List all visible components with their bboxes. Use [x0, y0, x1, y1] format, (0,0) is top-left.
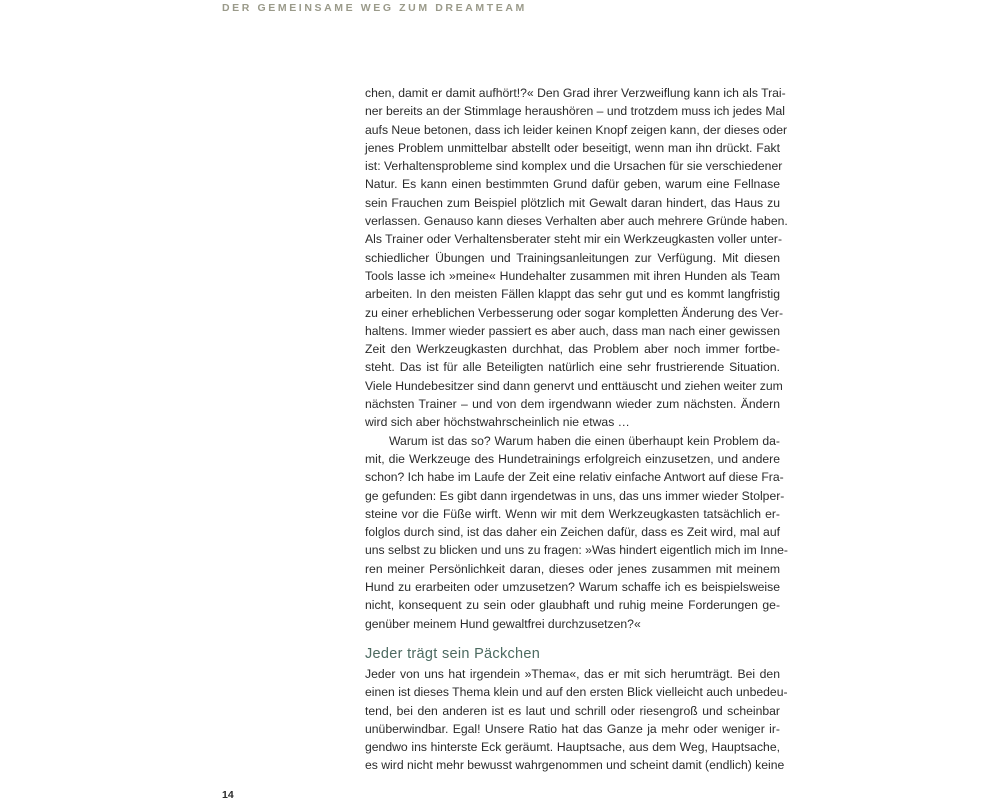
paragraph-1 [365, 84, 788, 432]
text-line: gendwo ins hinterste Eck geräumt. Hauptsache, aus dem Weg, Hauptsache, [365, 740, 780, 755]
text-line: unüberwindbar. Egal! Unsere Ratio hat das Ganze ja mehr oder weniger ir- [365, 721, 780, 736]
text-line: ren meiner Persönlichkeit daran, dieses oder jenes zusammen mit meinem [365, 561, 780, 576]
text-line: Hund zu erarbeiten oder umzusetzen? Warum schaffe ich es beispielsweise [365, 580, 780, 595]
text-line: uns selbst zu blicken und uns zu fragen: »Was hindert eigentlich mich im Inne- [365, 543, 788, 558]
text-line: steht. Das ist für alle Beteiligten natürlich eine sehr frustrierende Situation. [365, 360, 780, 375]
text-line: mit, die Werkzeuge des Hundetrainings erfolgreich einzusetzen, und andere [365, 451, 780, 466]
text-line: jenes Problem unmittelbar abstellt oder beseitigt, wenn man ihn drückt. Fakt [365, 140, 780, 155]
text-line: chen, damit er damit aufhört!?« Den Grad ihrer Verzweiflung kann ich als Trai- [365, 86, 786, 100]
page-number: 14 [222, 789, 234, 801]
text-line: einen ist dieses Thema klein und auf den ersten Blick vielleicht auch unbedeu- [365, 685, 788, 700]
paragraph-2 [365, 432, 788, 633]
text-line: schiedlicher Übungen und Trainingsanleitungen zur Verfügung. Mit diesen [365, 250, 780, 265]
text-line: wird sich aber höchstwahrscheinlich nie etwas … [365, 415, 630, 430]
text-line: zu einer erheblichen Verbesserung oder sogar kompletten Änderung des Ver- [365, 305, 784, 320]
text-line: nicht, konsequent zu sein oder glaubhaft und ruhig meine Forderungen ge- [365, 598, 780, 613]
text-line: Zeit den Werkzeugkasten durchhat, das Problem aber noch immer fortbe- [365, 342, 780, 357]
text-line: tend, bei den anderen ist es laut und schrill oder riesengroß und scheinbar [365, 703, 780, 718]
paragraph-3 [365, 665, 788, 775]
text-line: schon? Ich habe im Laufe der Zeit eine relativ einfache Antwort auf diese Fra- [365, 470, 784, 485]
text-line: aufs Neue betonen, dass ich leider keinen Knopf zeigen kann, der dieses oder [365, 122, 788, 137]
text-line: Viele Hundebesitzer sind dann genervt und enttäuscht und ziehen weiter zum [365, 378, 783, 393]
body-text [365, 84, 788, 775]
running-header: DER GEMEINSAME WEG ZUM DREAMTEAM [222, 2, 527, 14]
text-line: nächsten Trainer – und von dem irgendwann wieder zum nächsten. Ändern [365, 397, 780, 412]
text-line: es wird nicht mehr bewusst wahrgenommen und scheint damit (endlich) keine [365, 758, 785, 773]
text-line: Natur. Es kann einen bestimmten Grund dafür geben, warum eine Fellnase [365, 177, 780, 192]
text-line: steine vor die Füße wirft. Wenn wir mit dem Werkzeugkasten tatsächlich er- [365, 506, 780, 521]
text-line: genüber meinem Hund gewaltfrei durchzusetzen?« [365, 616, 641, 631]
text-line: sein Frauchen zum Beispiel plötzlich mit Gewalt daran hindert, das Haus zu [365, 195, 780, 210]
text-line: Als Trainer oder Verhaltensberater steht mir ein Werkzeugkasten voller unter- [365, 232, 783, 247]
text-line: verlassen. Genauso kann dieses Verhalten aber auch mehrere Gründe haben. [365, 214, 788, 229]
text-line: haltens. Immer wieder passiert es aber auch, dass man nach einer gewissen [365, 323, 780, 338]
text-line: arbeiten. In den meisten Fällen klappt das sehr gut und es kommt langfristig [365, 287, 780, 302]
text-line: folglos durch sind, ist das daher ein Zeichen dafür, dass es Zeit wird, mal auf [365, 525, 780, 540]
section-heading: Jeder trägt sein Päckchen [365, 645, 541, 662]
text-line: ist: Verhaltensprobleme sind komplex und die Ursachen für sie verschiedener [365, 159, 783, 174]
text-line: ge gefunden: Es gibt dann irgendetwas in uns, das uns immer wieder Stolper- [365, 488, 785, 503]
text-line: Warum ist das so? Warum haben die einen überhaupt kein Problem da- [389, 433, 780, 448]
text-line: ner bereits an der Stimmlage heraushören – und trotzdem muss ich jedes Mal [365, 104, 785, 119]
text-line: Tools lasse ich »meine« Hundehalter zusammen mit ihren Hunden als Team [365, 268, 780, 283]
text-line: Jeder von uns hat irgendein »Thema«, das er mit sich herumträgt. Bei den [365, 666, 780, 681]
